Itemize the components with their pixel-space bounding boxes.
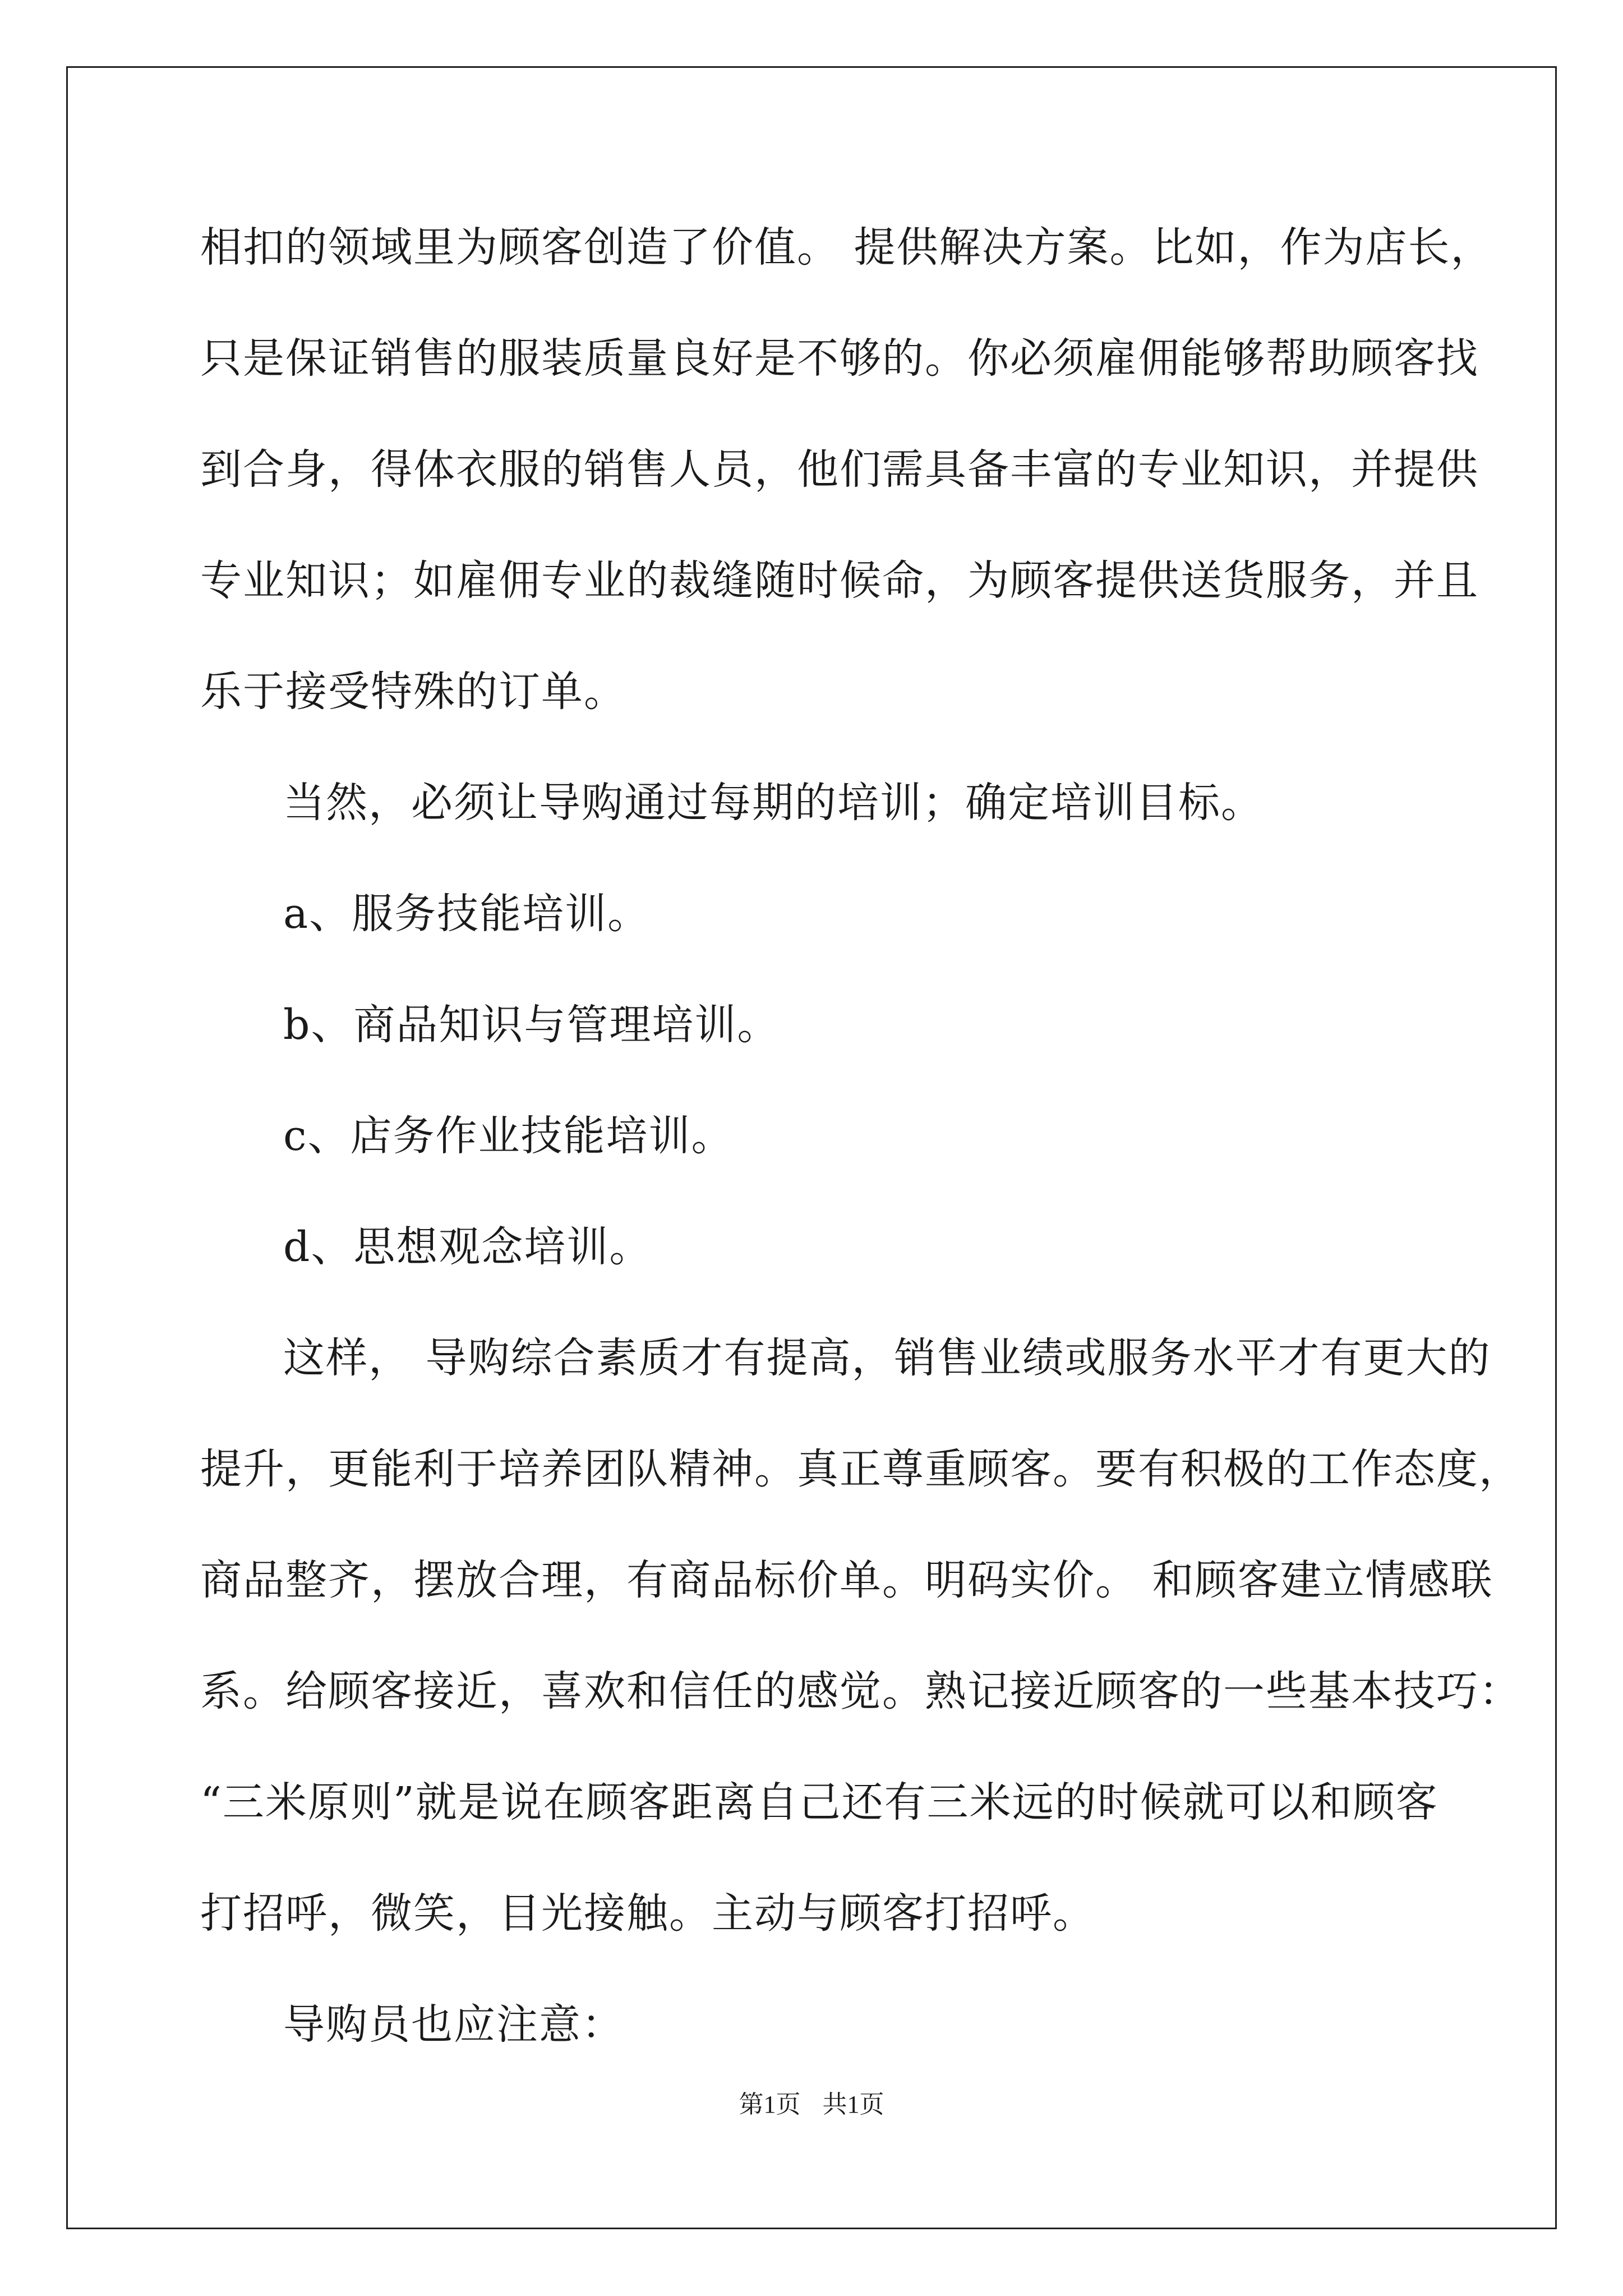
text-line: 只是保证销售的服装质量良好是不够的。你必须雇佣能够帮助顾客找	[200, 334, 1479, 383]
text-line: 系。给顾客接近，喜欢和信任的感觉。熟记接近顾客的一些基本技巧：	[200, 1667, 1521, 1715]
text-line: “三米原则”就是说在顾客距离自己还有三米远的时候就可以和顾客	[200, 1778, 1438, 1826]
list-item: d、思想观念培训。	[283, 1223, 652, 1271]
text-line: 相扣的领域里为顾客创造了价值。 提供解决方案。比如，作为店长，	[200, 223, 1493, 272]
text-line: 商品整齐，摆放合理，有商品标价单。明码实价。 和顾客建立情感联	[200, 1556, 1493, 1604]
paragraph-line: 这样， 导购综合素质才有提高，销售业绩或服务水平才有更大的	[283, 1334, 1491, 1382]
list-item: c、店务作业技能培训。	[283, 1112, 734, 1160]
text-line: 提升，更能利于培养团队精神。真正尊重顾客。要有积极的工作态度，	[200, 1445, 1521, 1493]
list-item: a、服务技能培训。	[283, 890, 651, 938]
page-footer	[0, 2088, 1623, 2122]
paragraph-line: 当然，必须让导购通过每期的培训；确定培训目标。	[283, 779, 1264, 827]
page-total: 共1页	[822, 2091, 884, 2118]
page-number: 第1页	[739, 2091, 801, 2118]
text-line: 专业知识；如雇佣专业的裁缝随时候命，为顾客提供送货服务，并且	[200, 556, 1479, 605]
list-item: b、商品知识与管理培训。	[283, 1001, 780, 1049]
text-line: 乐于接受特殊的订单。	[200, 668, 626, 716]
text-line: 到合身，得体衣服的销售人员，他们需具备丰富的专业知识，并提供	[200, 445, 1479, 494]
text-line: 打招呼，微笑，目光接触。主动与顾客打招呼。	[200, 1889, 1095, 1938]
paragraph-line: 导购员也应注意：	[283, 2000, 624, 2049]
